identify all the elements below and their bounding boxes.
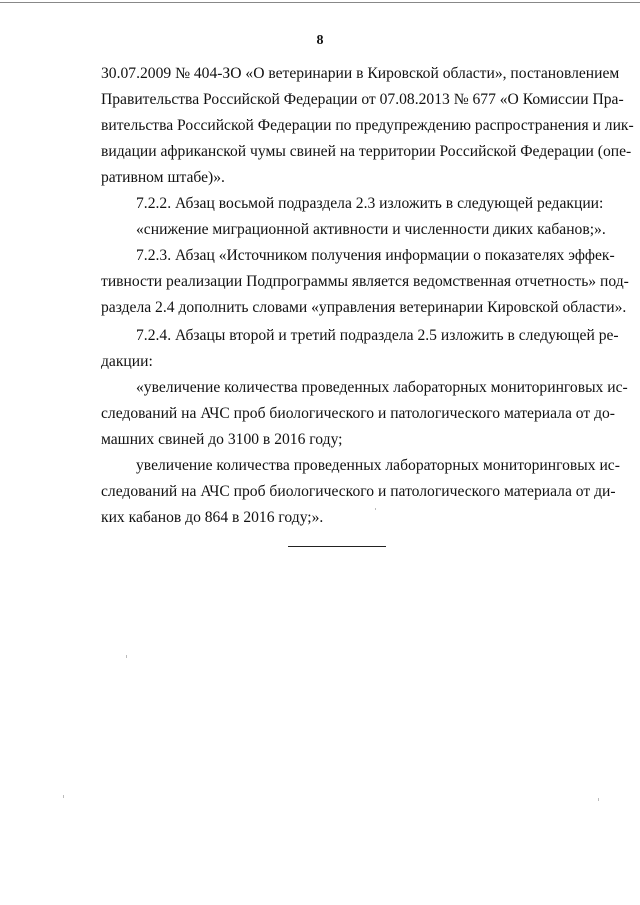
body-line: раздела 2.4 дополнить словами «управления ветеринарии Кировской области».: [101, 299, 627, 316]
body-line: дакции:: [101, 353, 153, 370]
scan-speck: [375, 508, 376, 510]
quoted-line: следований на АЧС проб биологического и патологического материала от ди-: [101, 483, 616, 500]
clause-7-2-3: 7.2.3. Абзац «Источником получения информации о показателях эффек-: [136, 247, 615, 264]
scan-speck: [126, 655, 127, 658]
scan-top-edge: [0, 2, 640, 3]
quoted-line: следований на АЧС проб биологического и патологического материала от до-: [101, 405, 615, 422]
body-line: 30.07.2009 № 404-ЗО «О ветеринарии в Кировской области», постановлением: [101, 65, 620, 82]
body-line: Правительства Российской Федерации от 07.08.2013 № 677 «О Комиссии Пра-: [101, 91, 624, 108]
body-line: ративном штабе)».: [101, 169, 225, 186]
quoted-line: «снижение миграционной активности и численности диких кабанов;».: [136, 221, 606, 238]
scan-speck: [63, 795, 64, 798]
body-line: видации африканской чумы свиней на территории Российской Федерации (опе-: [101, 143, 632, 160]
quoted-line: машних свиней до 3100 в 2016 году;: [101, 431, 343, 448]
clause-7-2-4: 7.2.4. Абзацы второй и третий подраздела 2.5 изложить в следующей ре-: [136, 327, 619, 344]
end-divider: [288, 546, 386, 547]
quoted-line: увеличение количества проведенных лабораторных мониторинговых ис-: [136, 457, 620, 474]
quoted-line: ких кабанов до 864 в 2016 году;».: [101, 509, 324, 526]
clause-7-2-2: 7.2.2. Абзац восьмой подраздела 2.3 изложить в следующей редакции:: [136, 195, 604, 212]
body-line: тивности реализации Подпрограммы является ведомственная отчетность» под-: [101, 273, 629, 290]
body-line: вительства Российской Федерации по предупреждению распространения и лик-: [101, 117, 634, 134]
page-number: 8: [316, 33, 324, 48]
scan-speck: [598, 798, 599, 801]
quoted-line: «увеличение количества проведенных лабораторных мониторинговых ис-: [136, 379, 628, 396]
